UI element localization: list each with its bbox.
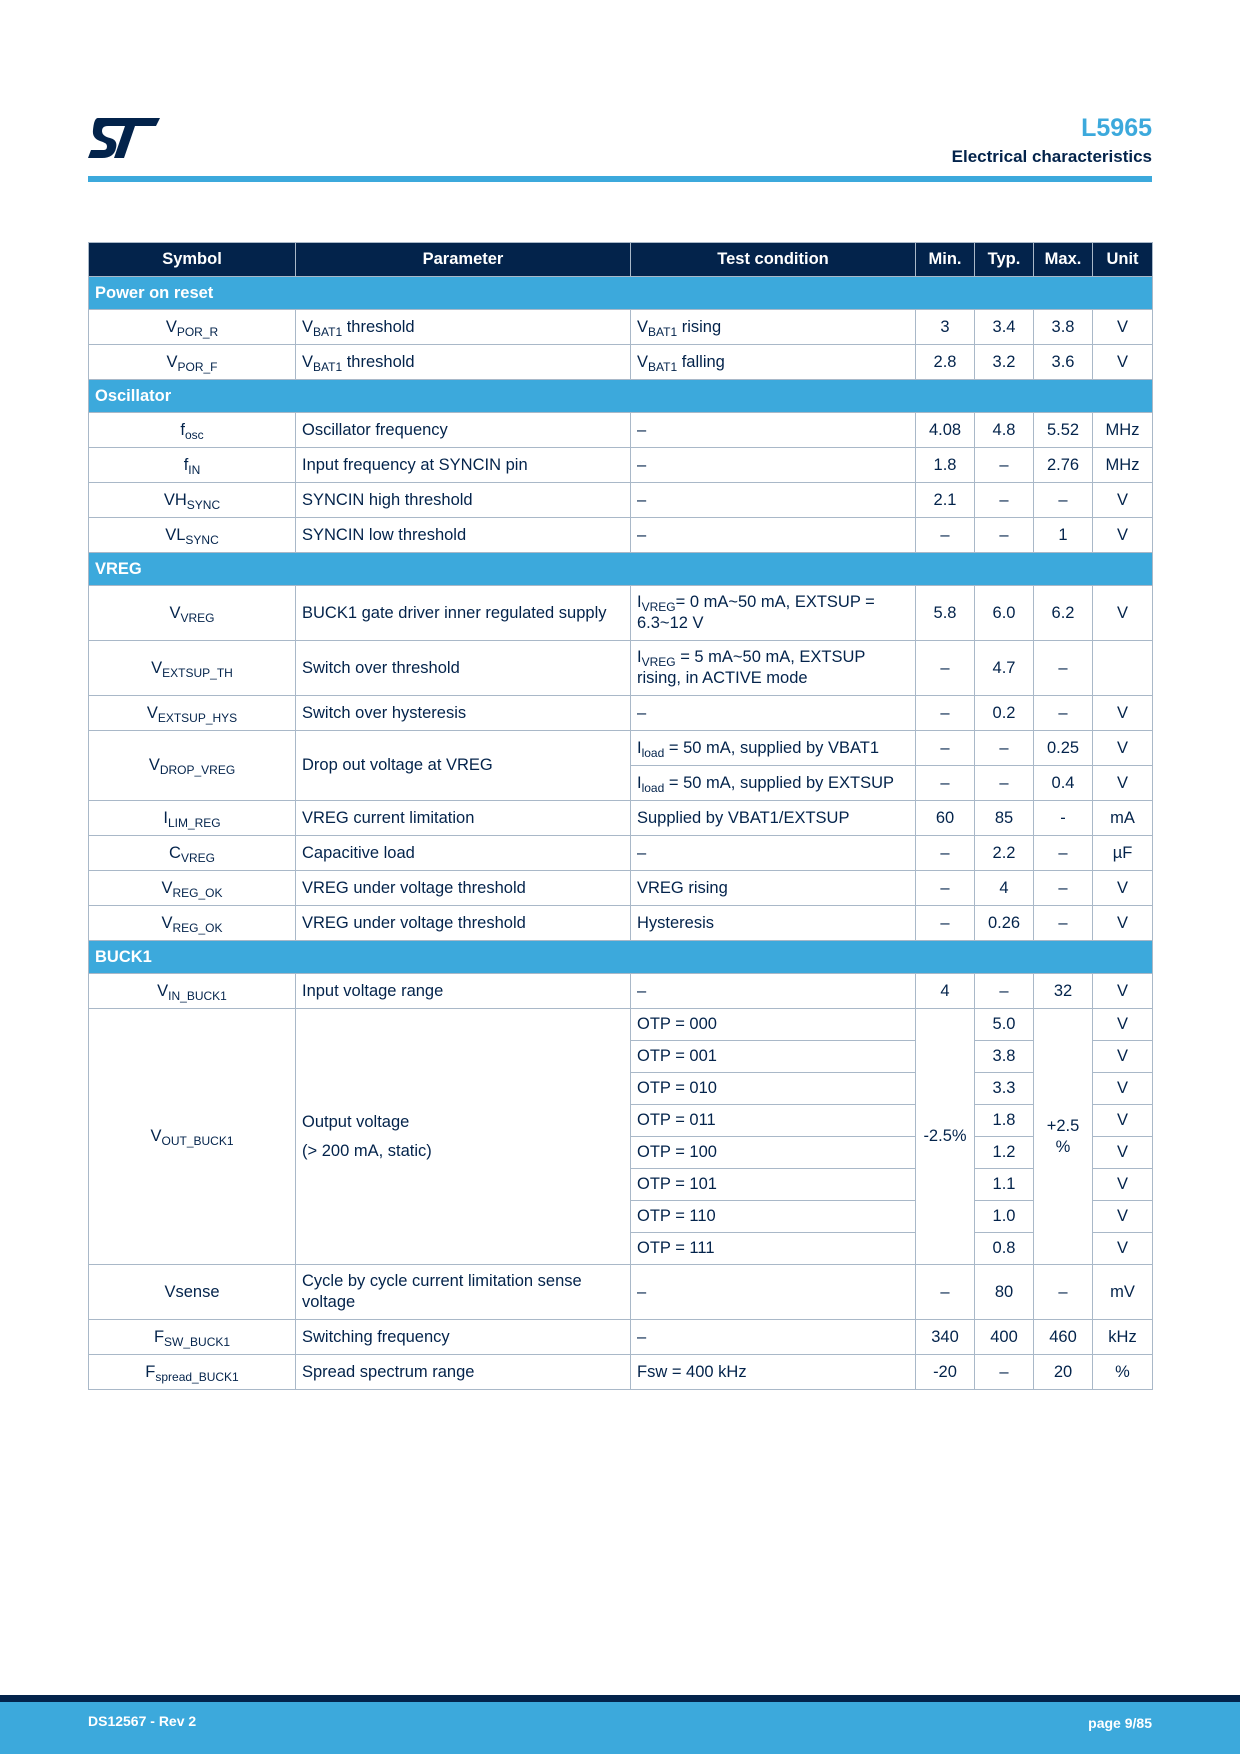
- max-cell: –: [1034, 871, 1093, 906]
- symbol-cell: $f_{osc}$: [89, 413, 296, 448]
- min-cell: 4.08: [916, 413, 975, 448]
- unit-cell: V: [1093, 766, 1153, 801]
- section-label: BUCK1: [89, 941, 1153, 974]
- parameter-cell: SYNCIN high threshold: [296, 483, 631, 518]
- condition-cell: $I_{VREG} = 5$ mA~50 mA, EXTSUP rising, in ACTIVE mode: [631, 641, 916, 696]
- min-cell: 5.8: [916, 586, 975, 641]
- symbol-cell: $V_{REG\_OK}$: [89, 871, 296, 906]
- unit-cell: mA: [1093, 801, 1153, 836]
- section-row: [89, 941, 1153, 974]
- condition-cell: –: [631, 518, 916, 553]
- section-row: [89, 380, 1153, 413]
- typ-cell: 1.0: [975, 1201, 1034, 1233]
- condition-cell: –: [631, 836, 916, 871]
- typ-cell: –: [975, 731, 1034, 766]
- min-cell: –: [916, 641, 975, 696]
- table-row: [89, 586, 1153, 641]
- symbol-cell: $f_{IN}$: [89, 448, 296, 483]
- unit-cell: MHz: [1093, 413, 1153, 448]
- condition-cell: –: [631, 413, 916, 448]
- condition-cell: –: [631, 696, 916, 731]
- condition-cell: OTP = 000: [631, 1009, 916, 1041]
- col-header-test-condition: Test condition: [631, 243, 916, 277]
- typ-cell: 6.0: [975, 586, 1034, 641]
- typ-cell: 0.2: [975, 696, 1034, 731]
- typ-cell: –: [975, 766, 1034, 801]
- unit-cell: V: [1093, 1009, 1153, 1041]
- min-cell: –: [916, 518, 975, 553]
- max-cell: 20: [1034, 1355, 1093, 1390]
- unit-cell: kHz: [1093, 1320, 1153, 1355]
- parameter-cell: VREG under voltage threshold: [296, 871, 631, 906]
- condition-cell: –: [631, 974, 916, 1009]
- condition-cell: $I_{VREG}= 0$ mA~50 mA, EXTSUP = 6.3~12 V: [631, 586, 916, 641]
- condition-cell: Fsw = 400 kHz: [631, 1355, 916, 1390]
- condition-cell: –: [631, 1265, 916, 1320]
- symbol-cell: $V_{DROP\_VREG}$: [89, 731, 296, 801]
- typ-cell: –: [975, 1355, 1034, 1390]
- parameter-cell: BUCK1 gate driver inner regulated supply: [296, 586, 631, 641]
- section-label: Oscillator: [89, 380, 1153, 413]
- condition-cell: $V_{BAT1}$ falling: [631, 345, 916, 380]
- unit-cell: V: [1093, 586, 1153, 641]
- table-row: [89, 801, 1153, 836]
- table-row: [89, 906, 1153, 941]
- symbol-cell: $V_{POR\_R}$: [89, 310, 296, 345]
- condition-cell: –: [631, 448, 916, 483]
- parameter-cell: Oscillator frequency: [296, 413, 631, 448]
- condition-cell: Hysteresis: [631, 906, 916, 941]
- symbol-cell: $V_{OUT\_BUCK1}$: [89, 1009, 296, 1265]
- table-row: [89, 448, 1153, 483]
- typ-cell: 3.2: [975, 345, 1034, 380]
- unit-cell: V: [1093, 696, 1153, 731]
- symbol-cell: $V_{EXTSUP\_HYS}$: [89, 696, 296, 731]
- symbol-cell: $C_{VREG}$: [89, 836, 296, 871]
- typ-cell: 85: [975, 801, 1034, 836]
- table-row: [89, 871, 1153, 906]
- document-revision: DS12567 - Rev 2: [88, 1713, 197, 1729]
- table-row: [89, 1320, 1153, 1355]
- parameter-cell: Switching frequency: [296, 1320, 631, 1355]
- symbol-cell: Vsense: [89, 1265, 296, 1320]
- condition-cell: VREG rising: [631, 871, 916, 906]
- min-cell: –: [916, 836, 975, 871]
- typ-cell: 4: [975, 871, 1034, 906]
- max-cell: 6.2: [1034, 586, 1093, 641]
- parameter-cell: SYNCIN low threshold: [296, 518, 631, 553]
- table-header-row: [89, 243, 1153, 277]
- max-cell: -: [1034, 801, 1093, 836]
- max-cell: 1: [1034, 518, 1093, 553]
- max-cell: –: [1034, 836, 1093, 871]
- min-cell: –: [916, 906, 975, 941]
- symbol-cell: $VL_{SYNC}$: [89, 518, 296, 553]
- condition-cell: OTP = 111: [631, 1233, 916, 1265]
- min-cell: –: [916, 766, 975, 801]
- typ-cell: 2.2: [975, 836, 1034, 871]
- condition-cell: $V_{BAT1}$ rising: [631, 310, 916, 345]
- parameter-cell: Drop out voltage at VREG: [296, 731, 631, 801]
- unit-cell: MHz: [1093, 448, 1153, 483]
- condition-cell: OTP = 001: [631, 1041, 916, 1073]
- unit-cell: V: [1093, 871, 1153, 906]
- max-cell: 32: [1034, 974, 1093, 1009]
- parameter-cell: VREG under voltage threshold: [296, 906, 631, 941]
- typ-cell: 5.0: [975, 1009, 1034, 1041]
- section-title: Electrical characteristics: [951, 147, 1152, 166]
- min-cell: 2.8: [916, 345, 975, 380]
- page-number: page 9/85: [1088, 1715, 1152, 1731]
- condition-cell: OTP = 011: [631, 1105, 916, 1137]
- unit-cell: V: [1093, 310, 1153, 345]
- unit-cell: [1093, 641, 1153, 696]
- symbol-cell: $V_{VREG}$: [89, 586, 296, 641]
- parameter-cell: Cycle by cycle current limitation sense voltage: [296, 1265, 631, 1320]
- unit-cell: V: [1093, 906, 1153, 941]
- col-header-unit: Unit: [1093, 243, 1153, 277]
- symbol-cell: $I_{LIM\_REG}$: [89, 801, 296, 836]
- table-row: [89, 974, 1153, 1009]
- col-header-parameter: Parameter: [296, 243, 631, 277]
- typ-cell: 3.8: [975, 1041, 1034, 1073]
- min-cell: –: [916, 731, 975, 766]
- parameter-cell: Input frequency at SYNCIN pin: [296, 448, 631, 483]
- typ-cell: –: [975, 974, 1034, 1009]
- st-logo: [88, 118, 160, 158]
- max-cell: 0.25: [1034, 731, 1093, 766]
- unit-cell: V: [1093, 483, 1153, 518]
- table-row: [89, 641, 1153, 696]
- max-cell: 2.76: [1034, 448, 1093, 483]
- parameter-cell: Capacitive load: [296, 836, 631, 871]
- parameter-cell: $V_{BAT1}$ threshold: [296, 345, 631, 380]
- unit-cell: V: [1093, 1169, 1153, 1201]
- typ-cell: 1.8: [975, 1105, 1034, 1137]
- symbol-cell: $VH_{SYNC}$: [89, 483, 296, 518]
- min-cell: –: [916, 1265, 975, 1320]
- parameter-cell: Output voltage (> 200 mA, static): [296, 1009, 631, 1265]
- typ-cell: 1.1: [975, 1169, 1034, 1201]
- footer-rule: [0, 1695, 1240, 1702]
- typ-cell: 80: [975, 1265, 1034, 1320]
- typ-cell: 3.3: [975, 1073, 1034, 1105]
- typ-cell: 400: [975, 1320, 1034, 1355]
- parameter-cell: Spread spectrum range: [296, 1355, 631, 1390]
- min-cell: –: [916, 696, 975, 731]
- table-row: [89, 836, 1153, 871]
- section-label: Power on reset: [89, 277, 1153, 310]
- min-cell: -2.5%: [916, 1009, 975, 1265]
- col-header-symbol: Symbol: [89, 243, 296, 277]
- symbol-cell: $F_{SW\_BUCK1}$: [89, 1320, 296, 1355]
- min-cell: 2.1: [916, 483, 975, 518]
- max-cell: –: [1034, 696, 1093, 731]
- typ-cell: 1.2: [975, 1137, 1034, 1169]
- parameter-cell: VREG current limitation: [296, 801, 631, 836]
- max-cell: 0.4: [1034, 766, 1093, 801]
- condition-cell: –: [631, 483, 916, 518]
- min-cell: -20: [916, 1355, 975, 1390]
- condition-cell: $I_{load} = 50$ mA, supplied by EXTSUP: [631, 766, 916, 801]
- condition-cell: –: [631, 1320, 916, 1355]
- table-row: [89, 345, 1153, 380]
- max-cell: 5.52: [1034, 413, 1093, 448]
- parameter-cell: Switch over hysteresis: [296, 696, 631, 731]
- max-cell: 3.6: [1034, 345, 1093, 380]
- unit-cell: mV: [1093, 1265, 1153, 1320]
- unit-cell: V: [1093, 518, 1153, 553]
- table-row: [89, 1355, 1153, 1390]
- typ-cell: 0.8: [975, 1233, 1034, 1265]
- typ-cell: –: [975, 483, 1034, 518]
- table-row: [89, 413, 1153, 448]
- table-row: [89, 518, 1153, 553]
- electrical-characteristics-table: [88, 242, 1153, 1390]
- max-cell: +2.5 %: [1034, 1009, 1093, 1265]
- section-label: VREG: [89, 553, 1153, 586]
- typ-cell: 3.4: [975, 310, 1034, 345]
- min-cell: 1.8: [916, 448, 975, 483]
- typ-cell: 4.7: [975, 641, 1034, 696]
- document-title: L5965: [1081, 114, 1152, 142]
- unit-cell: V: [1093, 1201, 1153, 1233]
- header-rule: [88, 176, 1152, 182]
- parameter-cell: $V_{BAT1}$ threshold: [296, 310, 631, 345]
- table-row: [89, 1009, 1153, 1041]
- max-cell: –: [1034, 641, 1093, 696]
- max-cell: –: [1034, 483, 1093, 518]
- typ-cell: 4.8: [975, 413, 1034, 448]
- min-cell: 340: [916, 1320, 975, 1355]
- max-cell: –: [1034, 1265, 1093, 1320]
- min-cell: 60: [916, 801, 975, 836]
- symbol-cell: $F_{spread\_BUCK1}$: [89, 1355, 296, 1390]
- max-cell: –: [1034, 906, 1093, 941]
- unit-cell: V: [1093, 1233, 1153, 1265]
- symbol-cell: $V_{EXTSUP\_TH}$: [89, 641, 296, 696]
- min-cell: 3: [916, 310, 975, 345]
- max-cell: 460: [1034, 1320, 1093, 1355]
- table-row: [89, 483, 1153, 518]
- typ-cell: –: [975, 518, 1034, 553]
- table-row: [89, 731, 1153, 766]
- condition-cell: OTP = 101: [631, 1169, 916, 1201]
- table-row: [89, 696, 1153, 731]
- condition-cell: OTP = 010: [631, 1073, 916, 1105]
- section-row: [89, 553, 1153, 586]
- unit-cell: V: [1093, 974, 1153, 1009]
- typ-cell: –: [975, 448, 1034, 483]
- typ-cell: 0.26: [975, 906, 1034, 941]
- max-cell: 3.8: [1034, 310, 1093, 345]
- col-header-max: Max.: [1034, 243, 1093, 277]
- parameter-cell: Input voltage range: [296, 974, 631, 1009]
- symbol-cell: $V_{IN\_BUCK1}$: [89, 974, 296, 1009]
- min-cell: –: [916, 871, 975, 906]
- symbol-cell: $V_{POR\_F}$: [89, 345, 296, 380]
- table-row: [89, 1265, 1153, 1320]
- unit-cell: V: [1093, 1105, 1153, 1137]
- parameter-cell: Switch over threshold: [296, 641, 631, 696]
- section-row: [89, 277, 1153, 310]
- condition-cell: OTP = 110: [631, 1201, 916, 1233]
- symbol-cell: $V_{REG\_OK}$: [89, 906, 296, 941]
- condition-cell: OTP = 100: [631, 1137, 916, 1169]
- unit-cell: µF: [1093, 836, 1153, 871]
- col-header-typ: Typ.: [975, 243, 1034, 277]
- unit-cell: V: [1093, 1041, 1153, 1073]
- unit-cell: V: [1093, 731, 1153, 766]
- unit-cell: V: [1093, 1137, 1153, 1169]
- unit-cell: %: [1093, 1355, 1153, 1390]
- unit-cell: V: [1093, 345, 1153, 380]
- table-row: [89, 310, 1153, 345]
- condition-cell: Supplied by VBAT1/EXTSUP: [631, 801, 916, 836]
- col-header-min: Min.: [916, 243, 975, 277]
- condition-cell: $I_{load} = 50$ mA, supplied by VBAT1: [631, 731, 916, 766]
- unit-cell: V: [1093, 1073, 1153, 1105]
- min-cell: 4: [916, 974, 975, 1009]
